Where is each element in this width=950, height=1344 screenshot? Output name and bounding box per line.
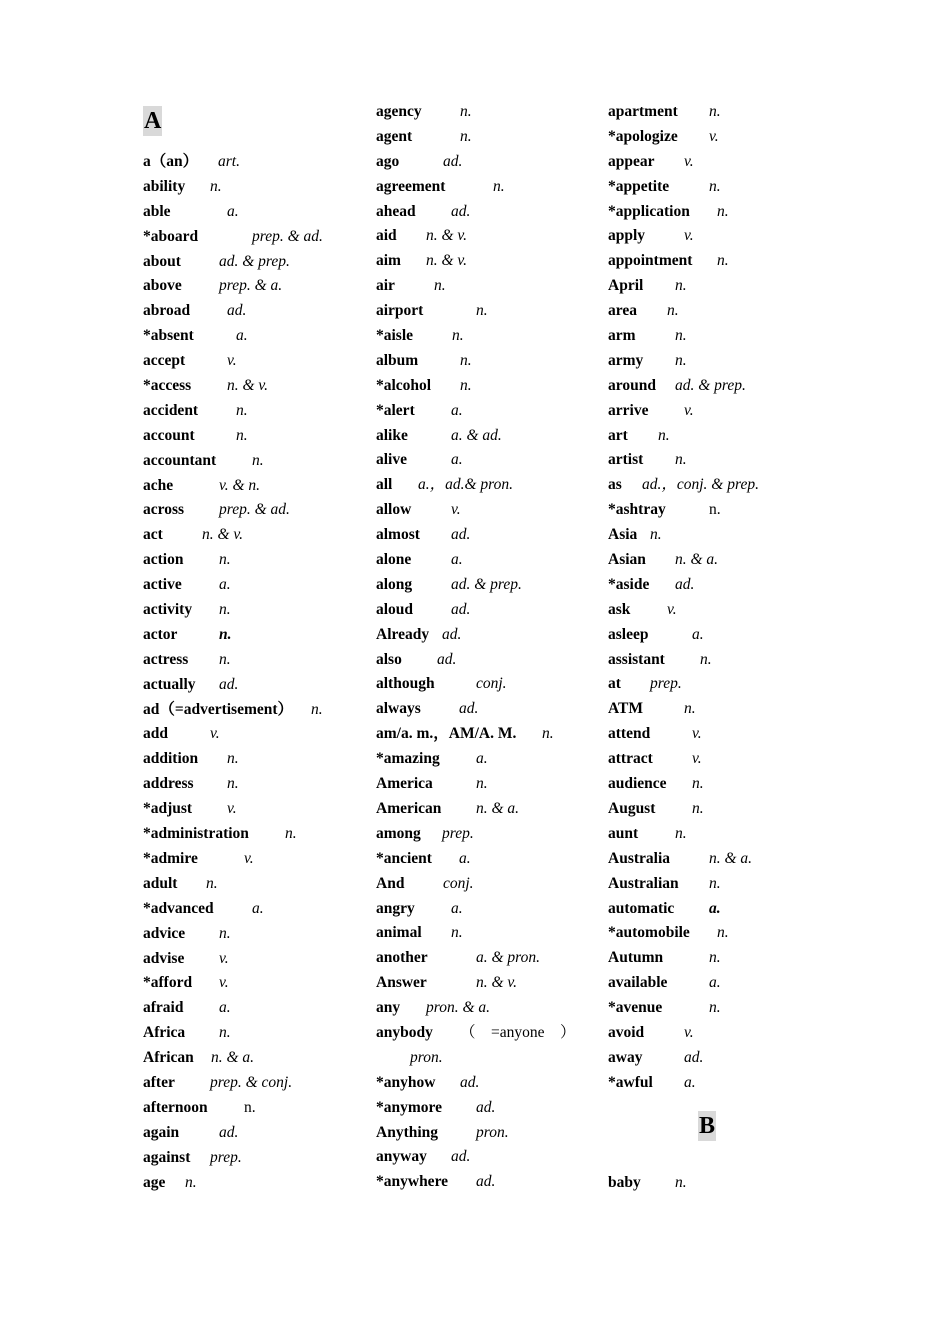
entry: as ad.，conj. & prep.: [608, 476, 759, 494]
entry: accept v.: [143, 352, 237, 370]
letter-header-b: [608, 1096, 840, 1171]
entry: April n.: [608, 277, 687, 295]
entry: add v.: [143, 725, 220, 743]
entry: ache v. & n.: [143, 476, 261, 494]
entry: away ad.: [608, 1048, 704, 1066]
entry: around ad. & prep.: [608, 376, 746, 394]
entry: able a.: [143, 202, 239, 220]
section-letter: B: [699, 1112, 716, 1139]
entry: Autumn n.: [608, 949, 721, 967]
entry: about ad. & prep.: [143, 252, 290, 270]
entry: afternoon n.: [143, 1098, 256, 1116]
entry: Already ad.: [376, 625, 462, 643]
entry: anyway ad.: [376, 1148, 471, 1166]
entry: *avenue n.: [608, 999, 721, 1017]
entry: ability n.: [143, 177, 222, 195]
entry: abroad ad.: [143, 302, 247, 320]
entry: America n.: [376, 775, 488, 793]
entry: *appetite n.: [608, 177, 721, 195]
entry: accident n.: [143, 401, 248, 419]
entry: art n.: [608, 426, 670, 444]
entry: area n.: [608, 302, 679, 320]
entry: baby n.: [608, 1173, 687, 1191]
entry: Australian n.: [608, 874, 721, 892]
entry: any pron. & a.: [376, 999, 491, 1017]
entry: artist n.: [608, 451, 687, 469]
entry: advice n.: [143, 924, 231, 942]
entry: *alert a.: [376, 401, 463, 419]
entry: a（an） art.: [143, 153, 240, 170]
entry: apartment n.: [608, 103, 721, 120]
entry: always ad.: [376, 700, 479, 718]
entry: air n.: [376, 277, 446, 295]
entry: age n.: [143, 1173, 197, 1191]
column-1: [143, 100, 375, 1195]
entry: *aboard prep. & ad.: [143, 227, 323, 245]
entry: along ad. & prep.: [376, 575, 522, 593]
entry: another a. & pron.: [376, 949, 541, 967]
entry: Answer n. & v.: [376, 974, 518, 992]
entry: *anymore ad.: [376, 1098, 496, 1116]
entry: again ad.: [143, 1123, 239, 1141]
entry: *ashtray n.: [608, 501, 721, 519]
entry: *alcohol n.: [376, 376, 472, 394]
entry: angry a.: [376, 899, 463, 917]
entry: actress n.: [143, 650, 231, 668]
entry: address n.: [143, 775, 239, 793]
entry: *advanced a.: [143, 899, 264, 917]
entry: *aisle n.: [376, 327, 464, 345]
entry: Asia n.: [608, 526, 662, 544]
entry: Asian n. & a.: [608, 551, 719, 569]
entry: advise v.: [143, 949, 229, 967]
entry: addition n.: [143, 750, 239, 768]
entry: anybody （ =anyone ）: [376, 1023, 576, 1041]
section-letter: A: [144, 108, 162, 134]
entry: adult n.: [143, 874, 218, 892]
entry: account n.: [143, 426, 248, 444]
entry: ask v.: [608, 600, 677, 618]
entry: *automobile n.: [608, 924, 729, 942]
entry: asleep a.: [608, 625, 704, 643]
entry: apply v.: [608, 227, 694, 245]
entry: automatic a.: [608, 899, 721, 917]
entry: *afford v.: [143, 974, 229, 992]
entry: *admire v.: [143, 849, 254, 867]
entry: aid n. & v.: [376, 227, 468, 245]
letter-header-a: [143, 100, 375, 144]
entry: active a.: [143, 576, 231, 594]
entry: agreement n.: [376, 177, 505, 195]
entry: activity n.: [143, 601, 231, 619]
entry: arm n.: [608, 327, 687, 345]
entry: allow v.: [376, 501, 461, 519]
entry: alive a.: [376, 451, 463, 469]
entry: *application n.: [608, 202, 729, 220]
entry: *access n. & v.: [143, 377, 269, 395]
entry: American n. & a.: [376, 799, 520, 817]
entry: ad（=advertisement） n.: [143, 700, 323, 718]
entry: *ancient a.: [376, 849, 471, 867]
entry: aloud ad.: [376, 600, 471, 618]
entry: appear v.: [608, 152, 694, 170]
entry: attract v.: [608, 750, 702, 768]
entry: ATM n.: [608, 700, 696, 718]
entry: audience n.: [608, 775, 704, 793]
entry: airport n.: [376, 302, 488, 320]
entry: aunt n.: [608, 824, 687, 842]
entry: aim n. & v.: [376, 252, 468, 270]
entry: after prep. & conj.: [143, 1073, 293, 1091]
entry: act n. & v.: [143, 526, 244, 544]
entry: *anyhow ad.: [376, 1073, 480, 1091]
entry: Australia n. & a.: [608, 849, 753, 867]
entry: August n.: [608, 799, 704, 817]
entry: *adjust v.: [143, 800, 237, 818]
entry: *aside ad.: [608, 575, 695, 593]
entry: afraid a.: [143, 999, 231, 1017]
entry: *anywhere ad.: [376, 1173, 496, 1191]
entry: arrive v.: [608, 401, 694, 419]
entry: pron.: [410, 1048, 443, 1066]
entry: am/a. m.，AM/A. M. n.: [376, 725, 554, 743]
entry: appointment n.: [608, 252, 729, 270]
entry: *awful a.: [608, 1073, 696, 1091]
entry: Africa n.: [143, 1024, 231, 1042]
entry: all a.，ad.& pron.: [376, 476, 514, 494]
entry: alone a.: [376, 551, 463, 569]
entry: across prep. & ad.: [143, 501, 290, 519]
entry: actually ad.: [143, 675, 239, 693]
entry: *administration n.: [143, 825, 297, 843]
entry: *apologize v.: [608, 127, 719, 145]
column-2: [376, 100, 608, 1195]
entry: action n.: [143, 551, 231, 569]
entry: album n.: [376, 351, 472, 369]
entry: And conj.: [376, 874, 474, 892]
entry: accountant n.: [143, 451, 264, 469]
column-3: [608, 100, 840, 1196]
entry: although conj.: [376, 675, 507, 693]
entry: attend v.: [608, 725, 702, 743]
entry: assistant n.: [608, 650, 712, 668]
entry: agency n.: [376, 103, 472, 120]
entry: among prep.: [376, 824, 474, 842]
entry: also ad.: [376, 650, 457, 668]
entry: at prep.: [608, 675, 682, 693]
entry: avoid v.: [608, 1023, 694, 1041]
entry: Anything pron.: [376, 1123, 509, 1141]
entry: ago ad.: [376, 152, 463, 170]
entry: African n. & a.: [143, 1049, 255, 1067]
entry: against prep.: [143, 1148, 242, 1166]
entry: almost ad.: [376, 526, 471, 544]
entry: actor n.: [143, 625, 232, 643]
entry: alike a. & ad.: [376, 426, 502, 444]
entry: available a.: [608, 974, 721, 992]
entry: agent n.: [376, 127, 472, 145]
entry: above prep. & a.: [143, 277, 283, 295]
entry: army n.: [608, 351, 687, 369]
entry: ahead ad.: [376, 202, 471, 220]
entry: *amazing a.: [376, 750, 488, 768]
entry: animal n.: [376, 924, 463, 942]
entry: *absent a.: [143, 327, 248, 345]
